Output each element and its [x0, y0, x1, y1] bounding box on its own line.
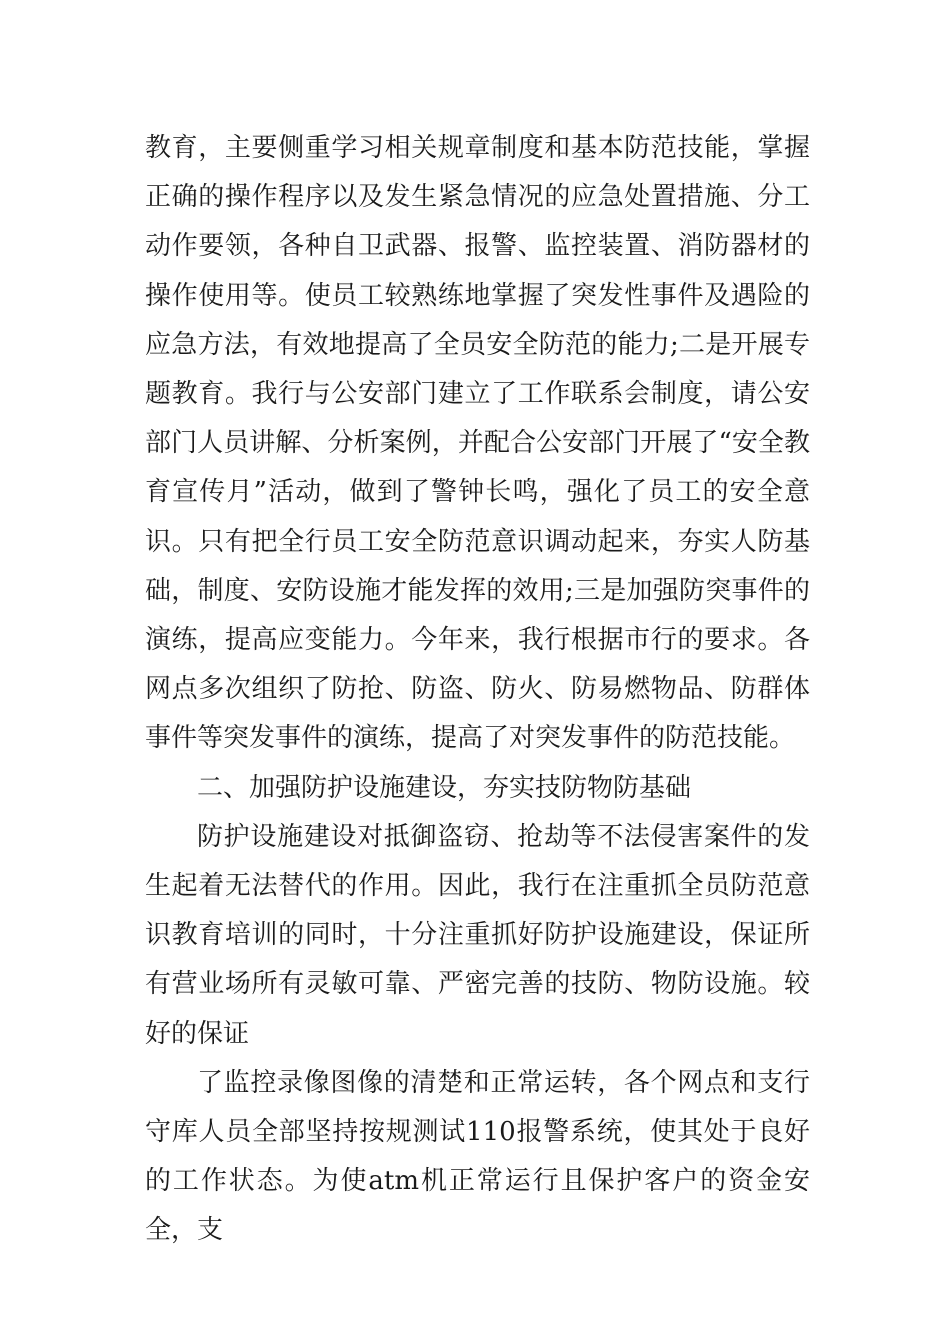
paragraph-facility-construction: 防护设施建设对抵御盗窃、抢劫等不法侵害案件的发生起着无法替代的作用。因此，我行在注重抓全员防范意识教育培训的同时，十分注重抓好防护设施建设，保证所有营业场所有灵敏可靠、严密完善的技防、物防设施。较好的保证: [145, 821, 810, 1049]
paragraph-monitoring-alarm: 了监控录像图像的清楚和正常运转，各个网点和支行守库人员全部坚持按规测试110报警系统，使其处于良好的工作状态。为使atm机正常运行且保护客户的资金安全，支: [145, 1067, 810, 1246]
paragraph-security-education: 教育，主要侧重学习相关规章制度和基本防范技能，掌握正确的操作程序以及发生紧急情况的应急处置措施、分工动作要领，各种自卫武器、报警、监控装置、消防器材的操作使用等。使员工较熟练地掌握了突发性事件及遇险的应急方法，有效地提高了全员安全防范的能力;二是开展专题教育。我行与公安部门建立了工作联系会制度，请公安部门人员讲解、分析案例，并配合公安部门开展了“安全教育宣传月”活动，做到了警钟长鸣，强化了员工的安全意识。只有把全行员工安全防范意识调动起来，夯实人防基础，制度、安防设施才能发挥的效用;三是加强防突事件的演练，提高应变能力。今年来，我行根据市行的要求。各网点多次组织了防抢、防盗、防火、防易燃物品、防群体事件等突发事件的演练，提高了对突发事件的防范技能。: [145, 133, 810, 754]
document-body: [145, 124, 810, 1256]
section-heading-protective-facilities: 二、加强防护设施建设，夯实技防物防基础: [197, 772, 692, 803]
